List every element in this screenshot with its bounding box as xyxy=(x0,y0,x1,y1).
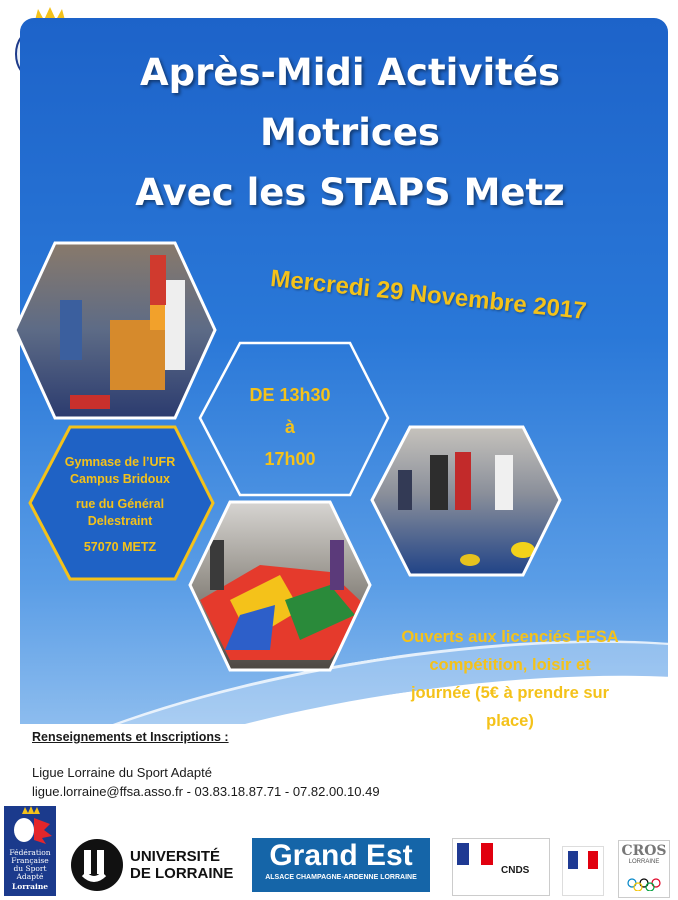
eligibility-line-2: compétition, loisir et xyxy=(429,656,591,674)
contact-details: ligue.lorraine@ffsa.asso.fr - 03.83.18.87.71 - 07.82.00.10.49 xyxy=(32,784,380,799)
event-date: Mercredi 29 Novembre 2017 xyxy=(269,265,588,326)
cros-logo-subtext: LORRAINE xyxy=(628,859,660,865)
cnds-logo-text: CNDS xyxy=(501,865,530,876)
contact-organization: Ligue Lorraine du Sport Adapté xyxy=(32,765,212,780)
grand-est-logo xyxy=(252,838,430,892)
eligibility-line-1: Ouverts aux licenciés FFSA xyxy=(401,628,619,646)
event-title-line-3: Avec les STAPS Metz xyxy=(135,171,565,214)
ffsa-mascot-icon xyxy=(4,806,56,844)
cros-logo-text: CROS xyxy=(621,843,667,859)
olympic-rings-icon xyxy=(624,877,664,891)
cnds-logo xyxy=(452,838,550,896)
contact-heading: Renseignements et Inscriptions : xyxy=(32,730,229,744)
eligibility-line-3: journée (5€ à prendre sur xyxy=(410,684,610,702)
event-title-line-1: Après-Midi Activités xyxy=(140,51,560,94)
grand-est-logo-subtext: ALSACE CHAMPAGNE-ARDENNE LORRAINE xyxy=(265,874,417,881)
photo-hexagon-parachute xyxy=(188,500,373,672)
venue-campus: Campus Bridoux xyxy=(69,472,170,486)
time-start: DE 13h30 xyxy=(249,385,331,405)
venue-name: Gymnase de l’UFR xyxy=(64,455,176,469)
ul-emblem-icon xyxy=(70,838,124,892)
ffsa-logo-text-2: Française xyxy=(11,856,49,865)
cros-lorraine-logo xyxy=(618,840,670,898)
eligibility-line-4: place) xyxy=(486,712,534,730)
ffsa-lorraine-logo xyxy=(4,806,56,896)
event-title-line-2: Motrices xyxy=(260,111,440,154)
venue-street: rue du Général xyxy=(75,497,165,511)
time-end: 17h00 xyxy=(264,449,316,469)
ffsa-logo-text-5: Lorraine xyxy=(11,882,49,891)
french-flag-icon-small xyxy=(568,851,598,869)
univ-logo-text-1: UNIVERSITÉ xyxy=(130,848,221,865)
universite-de-lorraine-logo xyxy=(70,838,240,890)
prefet-lorraine-logo xyxy=(562,846,604,896)
venue-city: 57070 METZ xyxy=(83,540,157,554)
grand-est-logo-text: Grand Est xyxy=(269,839,413,872)
french-flag-icon xyxy=(457,843,493,865)
ffsa-logo-text-3: du Sport xyxy=(13,864,47,873)
venue-street-2: Delestraint xyxy=(87,514,153,528)
ffsa-logo-text-1: Fédération xyxy=(9,848,51,857)
ffsa-logo-text-4: Adapté xyxy=(16,872,44,881)
photo-hexagon-kids-obstacle xyxy=(10,240,220,420)
univ-logo-text-2: DE LORRAINE xyxy=(130,865,234,882)
time-separator: à xyxy=(284,417,295,437)
